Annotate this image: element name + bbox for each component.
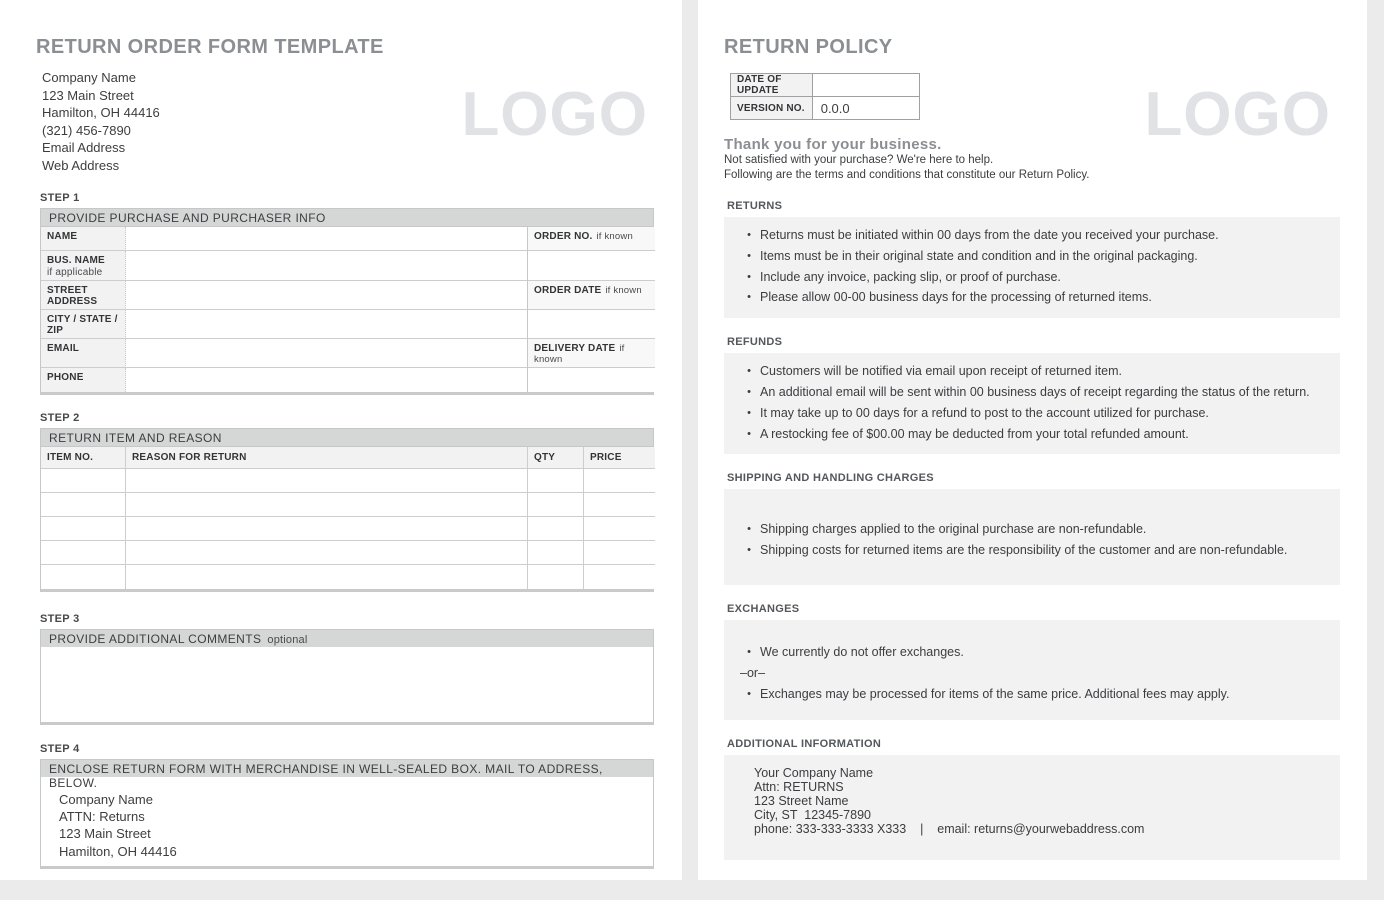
order-date-input-cell[interactable] bbox=[528, 310, 655, 339]
list-item bbox=[738, 267, 1326, 288]
mail-street: 123 Main Street bbox=[59, 826, 151, 842]
intro-headline: Thank you for your business. bbox=[724, 136, 942, 153]
column-header-price: PRICE bbox=[584, 447, 655, 469]
item-row-cell[interactable] bbox=[41, 517, 126, 541]
return-street: 123 Street Name bbox=[754, 793, 849, 808]
step1-header: PROVIDE PURCHASE AND PURCHASER INFO bbox=[40, 208, 654, 226]
item-row-cell[interactable] bbox=[584, 541, 655, 565]
field-label-delivery-date bbox=[528, 339, 655, 368]
list-item bbox=[738, 642, 1326, 663]
item-row-cell[interactable] bbox=[41, 541, 126, 565]
item-row-cell[interactable] bbox=[126, 469, 528, 493]
returns-bullet-1: Returns must be initiated within 00 days from the date you received your purchase. bbox=[760, 228, 1219, 242]
item-row-cell[interactable] bbox=[584, 517, 655, 541]
order-date-label: ORDER DATE bbox=[534, 284, 602, 296]
mail-city: Hamilton, OH 44416 bbox=[59, 843, 177, 859]
item-row-cell[interactable] bbox=[528, 493, 584, 517]
item-row-cell[interactable] bbox=[584, 469, 655, 493]
return-contact: phone: 333-333-3333 X333 | email: returns@yourwebaddress.com bbox=[754, 821, 1145, 836]
bullet-icon: • bbox=[747, 229, 751, 241]
company-city: Hamilton, OH 44416 bbox=[42, 105, 160, 121]
bullet-icon: • bbox=[747, 406, 751, 419]
list-item bbox=[738, 519, 1326, 540]
field-label-phone: PHONE bbox=[41, 368, 126, 392]
item-row-cell[interactable] bbox=[528, 565, 584, 589]
list-item bbox=[738, 403, 1326, 424]
field-label-email: EMAIL bbox=[41, 339, 126, 368]
mail-attn: ATTN: Returns bbox=[59, 808, 145, 824]
bus-name-label: BUS. NAME bbox=[47, 254, 105, 266]
shipping-section bbox=[724, 489, 1340, 585]
additional-info-section bbox=[724, 755, 1340, 860]
return-attn: Attn: RETURNS bbox=[754, 780, 844, 795]
item-row-cell[interactable] bbox=[126, 517, 528, 541]
column-header-reason: REASON FOR RETURN bbox=[126, 447, 528, 469]
step1-table bbox=[40, 208, 654, 395]
item-row-cell[interactable] bbox=[126, 493, 528, 517]
bullet-icon: • bbox=[747, 365, 751, 378]
step2-label: STEP 2 bbox=[40, 411, 80, 424]
refunds-bullet-4: A restocking fee of $00.00 may be deducted from your total refunded amount. bbox=[760, 426, 1189, 441]
mail-company-name: Company Name bbox=[59, 791, 153, 807]
bullet-icon: • bbox=[747, 523, 751, 536]
version-no-label: VERSION NO. bbox=[731, 97, 813, 120]
field-label-street: STREET ADDRESS bbox=[41, 281, 126, 310]
returns-bullet-4: Please allow 00-00 business days for the processing of returned items. bbox=[760, 290, 1152, 305]
item-row-cell[interactable] bbox=[528, 541, 584, 565]
logo-placeholder: LOGO bbox=[461, 80, 648, 149]
field-label-order-date bbox=[528, 281, 655, 310]
comments-input-area[interactable] bbox=[40, 647, 654, 725]
step3-section bbox=[40, 629, 654, 725]
bus-name-input-cell[interactable] bbox=[126, 251, 528, 281]
column-header-qty: QTY bbox=[528, 447, 584, 469]
step3-label: STEP 3 bbox=[40, 612, 80, 625]
item-row-cell[interactable] bbox=[126, 565, 528, 589]
list-item bbox=[738, 382, 1326, 403]
item-row-cell[interactable] bbox=[528, 517, 584, 541]
shipping-bullet-2: Shipping costs for returned items are the responsibility of the customer and are non-refundable. bbox=[760, 543, 1288, 558]
step2-header: RETURN ITEM AND REASON bbox=[40, 428, 654, 446]
order-no-note: if known bbox=[596, 230, 633, 242]
field-label-city-state-zip: CITY / STATE / ZIP bbox=[41, 310, 126, 339]
exchanges-bullet-1: We currently do not offer exchanges. bbox=[760, 644, 964, 659]
list-item bbox=[738, 361, 1326, 382]
refunds-bullet-3: It may take up to 00 days for a refund to post to the account utilized for purchase. bbox=[760, 405, 1209, 420]
table-row bbox=[731, 97, 920, 120]
column-header-item-no: ITEM NO. bbox=[41, 447, 126, 469]
company-name: Company Name bbox=[42, 70, 136, 85]
bullet-icon: • bbox=[747, 645, 751, 658]
exchanges-bullet-2: Exchanges may be processed for items of the same price. Additional fees may apply. bbox=[760, 686, 1230, 701]
list-item bbox=[738, 424, 1326, 445]
returns-bullet-3: Include any invoice, packing slip, or proof of purchase. bbox=[760, 269, 1061, 284]
list-item bbox=[738, 246, 1326, 267]
bullet-icon: • bbox=[747, 544, 751, 557]
bus-name-note: if applicable bbox=[47, 266, 103, 278]
intro-line-1: Not satisfied with your purchase? We're here to help. bbox=[724, 154, 994, 166]
company-street: 123 Main Street bbox=[42, 87, 134, 103]
mail-address-box bbox=[40, 777, 654, 869]
company-web: Web Address bbox=[42, 157, 120, 173]
email-input-cell[interactable] bbox=[126, 339, 528, 368]
version-no-value[interactable]: 0.0.0 bbox=[812, 97, 919, 120]
version-table bbox=[730, 73, 920, 120]
bullet-icon: • bbox=[747, 270, 751, 283]
phone-input-cell[interactable] bbox=[126, 368, 528, 392]
list-item bbox=[738, 540, 1326, 561]
item-row-cell[interactable] bbox=[41, 493, 126, 517]
city-input-cell[interactable] bbox=[126, 310, 528, 339]
refunds-heading: REFUNDS bbox=[727, 336, 783, 349]
order-no-input-cell[interactable] bbox=[528, 251, 655, 281]
exchanges-heading: EXCHANGES bbox=[727, 602, 800, 615]
field-label-name: NAME bbox=[41, 227, 126, 251]
company-phone: (321) 456-7890 bbox=[42, 122, 131, 138]
step4-header: ENCLOSE RETURN FORM WITH MERCHANDISE IN WELL-SEALED BOX. MAIL TO ADDRESS, BELOW. bbox=[40, 759, 654, 777]
table-row bbox=[731, 74, 920, 97]
item-row-cell[interactable] bbox=[41, 469, 126, 493]
step3-header-text: PROVIDE ADDITIONAL COMMENTS bbox=[49, 631, 262, 646]
bullet-icon: • bbox=[747, 427, 751, 440]
bullet-icon: • bbox=[747, 291, 751, 304]
page-title: RETURN POLICY bbox=[724, 36, 893, 58]
item-row-cell[interactable] bbox=[528, 469, 584, 493]
order-date-note: if known bbox=[605, 284, 642, 296]
step4-section bbox=[40, 759, 654, 869]
name-input-cell[interactable] bbox=[126, 227, 528, 251]
delivery-date-note: if known bbox=[534, 342, 625, 365]
returns-bullet-2: Items must be in their original state and condition and in the original packaging. bbox=[760, 248, 1198, 263]
return-policy-page bbox=[698, 0, 1367, 880]
item-row-cell[interactable] bbox=[41, 565, 126, 589]
logo-placeholder: LOGO bbox=[1144, 80, 1331, 149]
list-item bbox=[738, 684, 1326, 705]
additional-info-heading: ADDITIONAL INFORMATION bbox=[727, 738, 882, 751]
shipping-heading: SHIPPING AND HANDLING CHARGES bbox=[727, 472, 934, 485]
return-company-name: Your Company Name bbox=[754, 766, 874, 781]
returns-section bbox=[724, 217, 1340, 318]
street-input-cell[interactable] bbox=[126, 281, 528, 310]
step3-header-note: optional bbox=[267, 633, 308, 646]
item-row-cell[interactable] bbox=[584, 565, 655, 589]
refunds-bullet-1: Customers will be notified via email upon receipt of returned item. bbox=[760, 364, 1122, 379]
refunds-bullet-2: An additional email will be sent within 00 business days of receipt regarding the status of the return. bbox=[760, 384, 1310, 399]
list-item bbox=[738, 225, 1326, 246]
list-item bbox=[738, 287, 1326, 308]
intro-line-2: Following are the terms and conditions that constitute our Return Policy. bbox=[724, 168, 1090, 181]
bullet-icon: • bbox=[747, 687, 751, 700]
shipping-bullet-1: Shipping charges applied to the original purchase are non-refundable. bbox=[760, 522, 1147, 537]
delivery-date-input-cell[interactable] bbox=[528, 368, 655, 392]
item-row-cell[interactable] bbox=[584, 493, 655, 517]
or-separator: –or– bbox=[740, 665, 766, 680]
page-title: RETURN ORDER FORM TEMPLATE bbox=[36, 36, 384, 58]
step3-header bbox=[40, 629, 654, 647]
return-order-form-page bbox=[0, 0, 682, 880]
step1-label: STEP 1 bbox=[40, 191, 80, 204]
field-label-order-no bbox=[528, 227, 655, 251]
date-of-update-value[interactable] bbox=[812, 74, 919, 97]
order-no-label: ORDER NO. bbox=[534, 230, 593, 242]
bullet-icon: • bbox=[747, 249, 751, 262]
returns-heading: RETURNS bbox=[727, 200, 783, 212]
return-city: City, ST 12345-7890 bbox=[754, 807, 871, 822]
field-label-bus-name bbox=[41, 251, 126, 281]
company-email: Email Address bbox=[42, 140, 126, 156]
step4-label: STEP 4 bbox=[40, 742, 80, 755]
step2-table bbox=[40, 428, 654, 592]
bullet-icon: • bbox=[747, 385, 751, 398]
refunds-section bbox=[724, 353, 1340, 454]
date-of-update-label: DATE OF UPDATE bbox=[731, 74, 813, 97]
delivery-date-label: DELIVERY DATE bbox=[534, 342, 616, 354]
exchanges-section bbox=[724, 620, 1340, 720]
item-row-cell[interactable] bbox=[126, 541, 528, 565]
